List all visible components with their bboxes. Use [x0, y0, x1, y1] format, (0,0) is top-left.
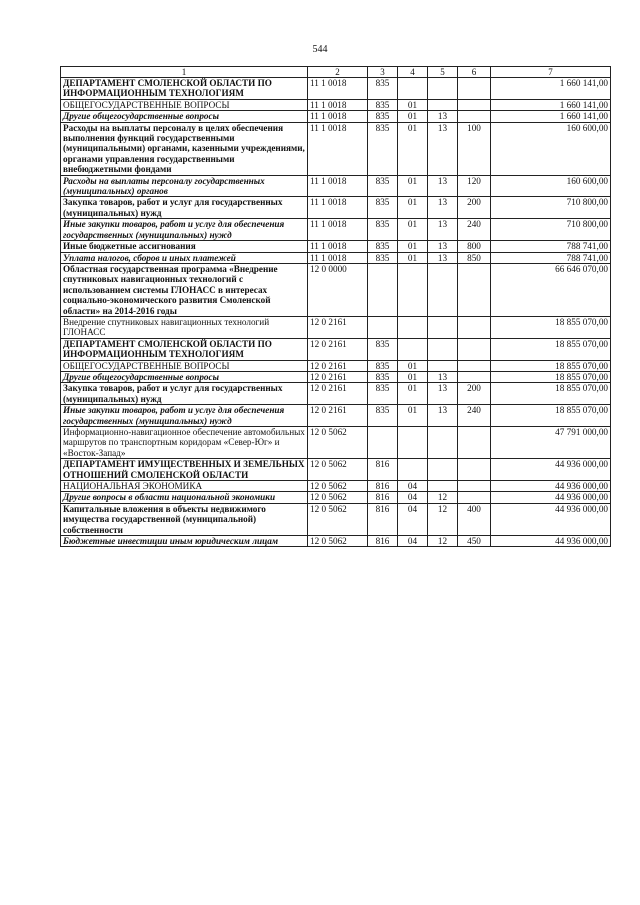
row-name: ДЕПАРТАМЕНТ СМОЛЕНСКОЙ ОБЛАСТИ ПО ИНФОРМАЦИОННЫМ ТЕХНОЛОГИЯМ [61, 338, 308, 360]
row-expense-type-code [458, 263, 491, 316]
row-target-code: 12 0 0000 [308, 263, 368, 316]
row-section-code: 01 [398, 371, 428, 382]
row-expense-type-code: 200 [458, 197, 491, 219]
row-section-code [398, 78, 428, 100]
row-expense-type-code [458, 360, 491, 371]
row-section-code [398, 338, 428, 360]
row-name: Внедрение спутниковых навигационных технологий ГЛОНАСС [61, 316, 308, 338]
row-ministry-code: 835 [368, 383, 398, 405]
row-target-code: 11 1 0018 [308, 122, 368, 175]
row-section-code: 01 [398, 122, 428, 175]
row-ministry-code: 835 [368, 78, 398, 100]
row-expense-type-code [458, 481, 491, 492]
row-name: Другие вопросы в области национальной экономики [61, 492, 308, 503]
row-subsection-code: 13 [428, 383, 458, 405]
budget-table [60, 66, 611, 547]
row-target-code: 11 1 0018 [308, 175, 368, 197]
row-name: Уплата налогов, сборов и иных платежей [61, 252, 308, 263]
row-amount: 1 660 141,00 [491, 111, 611, 122]
row-name: Капитальные вложения в объекты недвижимого имущества государственной (муниципальной) собственности [61, 503, 308, 535]
row-subsection-code: 13 [428, 405, 458, 427]
row-expense-type-code [458, 78, 491, 100]
row-subsection-code [428, 78, 458, 100]
row-expense-type-code [458, 338, 491, 360]
row-subsection-code: 13 [428, 371, 458, 382]
row-section-code: 01 [398, 111, 428, 122]
row-section-code [398, 459, 428, 481]
row-expense-type-code: 400 [458, 503, 491, 535]
column-header: 2 [308, 67, 368, 78]
row-name: НАЦИОНАЛЬНАЯ ЭКОНОМИКА [61, 481, 308, 492]
row-expense-type-code: 200 [458, 383, 491, 405]
row-expense-type-code [458, 459, 491, 481]
row-target-code: 12 0 2161 [308, 405, 368, 427]
row-subsection-code: 12 [428, 503, 458, 535]
row-name: Другие общегосударственные вопросы [61, 111, 308, 122]
row-section-code [398, 263, 428, 316]
row-amount: 788 741,00 [491, 252, 611, 263]
row-subsection-code [428, 360, 458, 371]
column-header: 7 [491, 67, 611, 78]
row-target-code: 11 1 0018 [308, 241, 368, 252]
row-subsection-code: 13 [428, 197, 458, 219]
row-name: ОБЩЕГОСУДАРСТВЕННЫЕ ВОПРОСЫ [61, 360, 308, 371]
row-section-code: 01 [398, 252, 428, 263]
table-row [61, 111, 611, 122]
row-target-code: 12 0 5062 [308, 503, 368, 535]
row-ministry-code: 816 [368, 481, 398, 492]
table-row [61, 360, 611, 371]
row-name: Другие общегосударственные вопросы [61, 371, 308, 382]
row-ministry-code: 835 [368, 241, 398, 252]
row-amount: 18 855 070,00 [491, 405, 611, 427]
row-subsection-code [428, 99, 458, 110]
row-expense-type-code: 450 [458, 536, 491, 547]
row-subsection-code: 13 [428, 241, 458, 252]
row-section-code: 04 [398, 503, 428, 535]
row-expense-type-code: 850 [458, 252, 491, 263]
row-target-code: 11 1 0018 [308, 197, 368, 219]
row-section-code: 01 [398, 383, 428, 405]
table-row [61, 492, 611, 503]
row-name: ДЕПАРТАМЕНТ СМОЛЕНСКОЙ ОБЛАСТИ ПО ИНФОРМАЦИОННЫМ ТЕХНОЛОГИЯМ [61, 78, 308, 100]
row-subsection-code: 13 [428, 175, 458, 197]
column-header: 1 [61, 67, 308, 78]
row-ministry-code: 816 [368, 536, 398, 547]
row-subsection-code: 13 [428, 111, 458, 122]
row-amount: 18 855 070,00 [491, 371, 611, 382]
table-row [61, 338, 611, 360]
row-target-code: 11 1 0018 [308, 99, 368, 110]
row-ministry-code: 835 [368, 175, 398, 197]
row-target-code: 12 0 2161 [308, 338, 368, 360]
row-subsection-code [428, 481, 458, 492]
table-row [61, 316, 611, 338]
table-row [61, 241, 611, 252]
row-section-code: 01 [398, 175, 428, 197]
row-subsection-code: 13 [428, 122, 458, 175]
row-subsection-code [428, 338, 458, 360]
row-amount: 44 936 000,00 [491, 536, 611, 547]
row-target-code: 12 0 2161 [308, 360, 368, 371]
row-name: Иные бюджетные ассигнования [61, 241, 308, 252]
row-ministry-code: 835 [368, 338, 398, 360]
table-row [61, 536, 611, 547]
row-section-code: 01 [398, 405, 428, 427]
row-amount: 160 600,00 [491, 122, 611, 175]
table-row [61, 481, 611, 492]
row-ministry-code: 835 [368, 111, 398, 122]
row-target-code: 11 1 0018 [308, 219, 368, 241]
row-subsection-code: 13 [428, 252, 458, 263]
row-target-code: 12 0 2161 [308, 371, 368, 382]
row-subsection-code [428, 427, 458, 459]
row-name: Иные закупки товаров, работ и услуг для обеспечения государственных (муниципальных) нужд [61, 405, 308, 427]
header-row [61, 67, 611, 78]
row-ministry-code: 835 [368, 252, 398, 263]
row-ministry-code: 816 [368, 503, 398, 535]
row-section-code: 01 [398, 99, 428, 110]
row-ministry-code: 835 [368, 371, 398, 382]
table-row [61, 503, 611, 535]
row-name: Расходы на выплаты персоналу государственных (муниципальных) органов [61, 175, 308, 197]
row-amount: 44 936 000,00 [491, 459, 611, 481]
table-row [61, 78, 611, 100]
row-expense-type-code: 800 [458, 241, 491, 252]
row-name: Иные закупки товаров, работ и услуг для обеспечения государственных (муниципальных) нужд [61, 219, 308, 241]
row-ministry-code [368, 316, 398, 338]
row-amount: 710 800,00 [491, 197, 611, 219]
row-name: Расходы на выплаты персоналу в целях обеспечения выполнения функций государственными (муниципальными) органами, казенными учреждениями, органами управления государственными внебюджетными фондами [61, 122, 308, 175]
row-target-code: 12 0 5062 [308, 427, 368, 459]
row-ministry-code: 835 [368, 360, 398, 371]
row-ministry-code: 835 [368, 197, 398, 219]
row-section-code: 04 [398, 492, 428, 503]
row-subsection-code [428, 459, 458, 481]
column-header: 3 [368, 67, 398, 78]
table-row [61, 252, 611, 263]
row-section-code: 01 [398, 219, 428, 241]
row-ministry-code: 816 [368, 492, 398, 503]
row-amount: 47 791 000,00 [491, 427, 611, 459]
row-target-code: 11 1 0018 [308, 78, 368, 100]
row-ministry-code [368, 263, 398, 316]
row-amount: 710 800,00 [491, 219, 611, 241]
page-number: 544 [312, 44, 328, 55]
table-row [61, 122, 611, 175]
row-amount: 160 600,00 [491, 175, 611, 197]
row-name: Закупка товаров, работ и услуг для государственных (муниципальных) нужд [61, 197, 308, 219]
row-expense-type-code [458, 427, 491, 459]
row-amount: 788 741,00 [491, 241, 611, 252]
row-subsection-code [428, 316, 458, 338]
row-target-code: 12 0 5062 [308, 492, 368, 503]
row-section-code: 01 [398, 241, 428, 252]
row-target-code: 11 1 0018 [308, 111, 368, 122]
row-amount: 44 936 000,00 [491, 492, 611, 503]
row-subsection-code [428, 263, 458, 316]
row-section-code: 04 [398, 536, 428, 547]
row-section-code [398, 427, 428, 459]
row-amount: 18 855 070,00 [491, 360, 611, 371]
row-section-code: 01 [398, 360, 428, 371]
row-subsection-code: 12 [428, 492, 458, 503]
row-name: ОБЩЕГОСУДАРСТВЕННЫЕ ВОПРОСЫ [61, 99, 308, 110]
row-section-code [398, 316, 428, 338]
table-row [61, 197, 611, 219]
table-row [61, 99, 611, 110]
row-ministry-code: 816 [368, 459, 398, 481]
row-ministry-code: 835 [368, 99, 398, 110]
row-name: ДЕПАРТАМЕНТ ИМУЩЕСТВЕННЫХ И ЗЕМЕЛЬНЫХ ОТНОШЕНИЙ СМОЛЕНСКОЙ ОБЛАСТИ [61, 459, 308, 481]
row-amount: 44 936 000,00 [491, 481, 611, 492]
row-expense-type-code: 240 [458, 405, 491, 427]
row-name: Информационно-навигационное обеспечение автомобильных маршрутов по транспортным коридорам «Север-Юг» и «Восток-Запад» [61, 427, 308, 459]
row-ministry-code: 835 [368, 122, 398, 175]
table-row [61, 383, 611, 405]
row-expense-type-code [458, 371, 491, 382]
row-name: Закупка товаров, работ и услуг для государственных (муниципальных) нужд [61, 383, 308, 405]
row-subsection-code: 12 [428, 536, 458, 547]
row-target-code: 12 0 5062 [308, 536, 368, 547]
row-expense-type-code [458, 316, 491, 338]
row-expense-type-code: 240 [458, 219, 491, 241]
row-target-code: 11 1 0018 [308, 252, 368, 263]
row-expense-type-code [458, 492, 491, 503]
row-subsection-code: 13 [428, 219, 458, 241]
row-ministry-code: 835 [368, 405, 398, 427]
row-amount: 1 660 141,00 [491, 78, 611, 100]
table-row [61, 175, 611, 197]
row-amount: 18 855 070,00 [491, 316, 611, 338]
column-header: 6 [458, 67, 491, 78]
table-row [61, 219, 611, 241]
table-row [61, 427, 611, 459]
row-expense-type-code: 120 [458, 175, 491, 197]
row-section-code: 01 [398, 197, 428, 219]
row-amount: 44 936 000,00 [491, 503, 611, 535]
row-target-code: 12 0 2161 [308, 316, 368, 338]
column-header: 5 [428, 67, 458, 78]
row-target-code: 12 0 5062 [308, 459, 368, 481]
row-target-code: 12 0 2161 [308, 383, 368, 405]
row-expense-type-code [458, 99, 491, 110]
row-name: Областная государственная программа «Внедрение спутниковых навигационных технологий с использованием системы ГЛОНАСС в интересах социально-экономического развития Смоленской области» на 2014-2016 годы [61, 263, 308, 316]
row-amount: 18 855 070,00 [491, 338, 611, 360]
row-name: Бюджетные инвестиции иным юридическим лицам [61, 536, 308, 547]
row-expense-type-code: 100 [458, 122, 491, 175]
table-row [61, 459, 611, 481]
row-ministry-code [368, 427, 398, 459]
table-row [61, 263, 611, 316]
row-section-code: 04 [398, 481, 428, 492]
row-amount: 1 660 141,00 [491, 99, 611, 110]
row-target-code: 12 0 5062 [308, 481, 368, 492]
row-ministry-code: 835 [368, 219, 398, 241]
row-amount: 18 855 070,00 [491, 383, 611, 405]
table-row [61, 405, 611, 427]
table-row [61, 371, 611, 382]
column-header: 4 [398, 67, 428, 78]
row-amount: 66 646 070,00 [491, 263, 611, 316]
row-expense-type-code [458, 111, 491, 122]
